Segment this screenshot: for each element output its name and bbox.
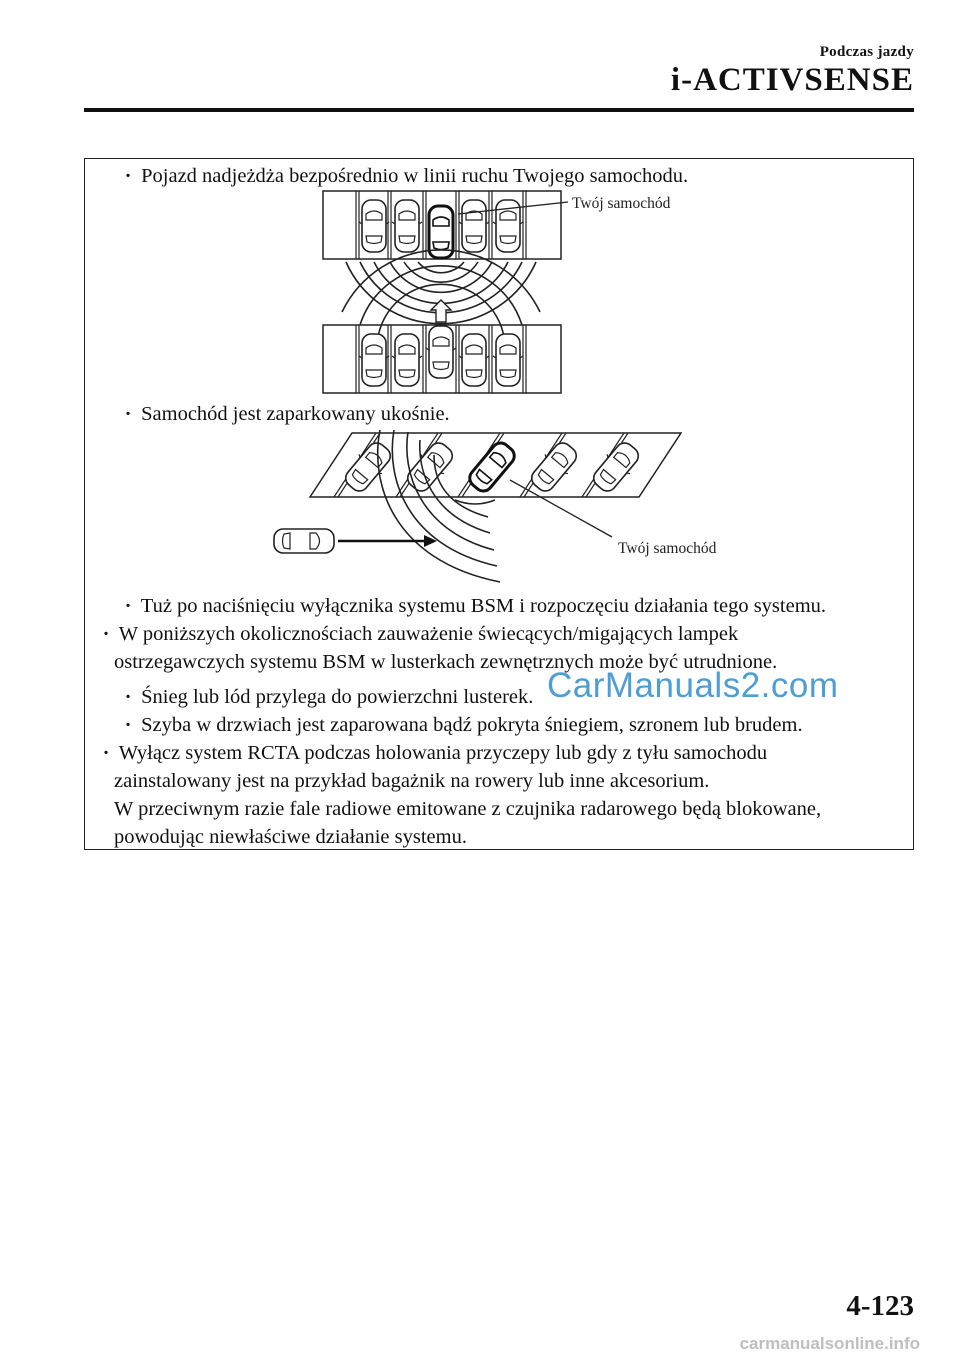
list-item [120, 402, 450, 426]
bullet-icon: · [124, 595, 132, 617]
bullet-icon: · [124, 686, 132, 708]
bullet-icon: · [124, 403, 132, 425]
list-item-text: Szyba w drzwiach jest zaparowana bądź pokryta śniegiem, szronem lub brudem. [141, 714, 803, 736]
your-car-label-2: Twój samochód [618, 540, 717, 557]
list-item-continuation [114, 797, 821, 821]
footer-watermark: carmanualsonline.info [739, 1334, 920, 1353]
list-item-text: W przeciwnym razie fale radiowe emitowane z czujnika radarowego będą blokowane, [114, 798, 822, 820]
list-item-text: powodując niewłaściwe działanie systemu. [114, 826, 467, 848]
list-item-text: Tuż po naciśnięciu wyłącznika systemu BSM i rozpoczęciu działania tego systemu. [140, 595, 827, 617]
list-item-text: ostrzegawczych systemu BSM w lusterkach zewnętrznych może być utrudnione. [114, 651, 778, 673]
list-item [98, 622, 738, 646]
list-item [120, 685, 533, 709]
list-item-text: Śnieg lub lód przylega do powierzchni lusterek. [141, 686, 534, 708]
bullet-icon: · [124, 714, 132, 736]
page-number: 4-123 [846, 1290, 914, 1322]
header-section: Podczas jazdy [819, 44, 914, 60]
page-title: i-ACTIVSENSE [670, 62, 914, 98]
bullet-icon: · [102, 623, 110, 645]
bullet-icon: · [124, 165, 132, 187]
list-item-text: zainstalowany jest na przykład bagażnik na rowery lub inne akcesorium. [114, 770, 710, 792]
list-item-text: Pojazd nadjeżdża bezpośrednio w linii ruchu Twojego samochodu. [141, 165, 689, 187]
bullet-icon: · [102, 742, 110, 764]
list-item-text: Wyłącz system RCTA podczas holowania przyczepy lub gdy z tyłu samochodu [118, 742, 768, 764]
list-item [98, 741, 767, 765]
list-item [120, 594, 826, 618]
your-car-label: Twój samochód [572, 195, 671, 212]
list-item [120, 713, 803, 737]
watermark: CarManuals2.com [547, 666, 839, 705]
list-item-text: W poniższych okolicznościach zauważenie świecących/migających lampek [118, 623, 739, 645]
list-item-continuation [114, 769, 709, 793]
list-item-continuation [114, 825, 467, 849]
list-item-text: Samochód jest zaparkowany ukośnie. [141, 403, 450, 425]
